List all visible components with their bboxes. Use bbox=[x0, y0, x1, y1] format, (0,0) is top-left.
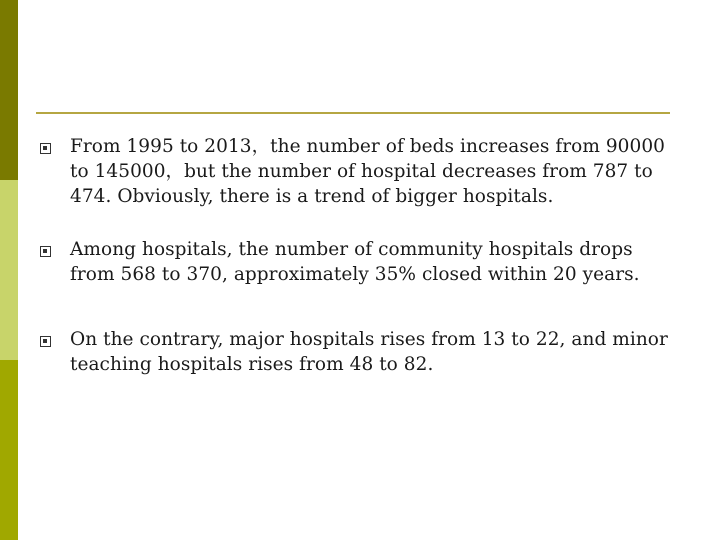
side-bar-segment-middle bbox=[0, 180, 18, 360]
title-divider bbox=[36, 112, 670, 114]
side-bar-segment-top bbox=[0, 0, 18, 180]
square-bullet-icon bbox=[40, 237, 70, 261]
bullet-text: From 1995 to 2013，the number of beds increases from 90000 to 145000，but the number of hospital decreases from 787 to 474. Obviously, there is a trend of bigger hospitals. bbox=[70, 136, 665, 207]
bullet-item bbox=[40, 327, 680, 377]
bullet-text: Among hospitals, the number of community hospitals drops from 568 to 370, approximately 35% closed within 20 years. bbox=[70, 239, 640, 285]
bullet-list bbox=[40, 134, 680, 405]
side-bar-segment-bottom bbox=[0, 360, 18, 540]
bullet-text: On the contrary, major hospitals rises from 13 to 22, and minor teaching hospitals rises from 48 to 82. bbox=[70, 329, 668, 375]
side-accent-bar bbox=[0, 0, 18, 540]
square-bullet-icon bbox=[40, 327, 70, 351]
bullet-item bbox=[40, 237, 680, 287]
square-bullet-icon bbox=[40, 134, 70, 158]
bullet-item bbox=[40, 134, 680, 209]
